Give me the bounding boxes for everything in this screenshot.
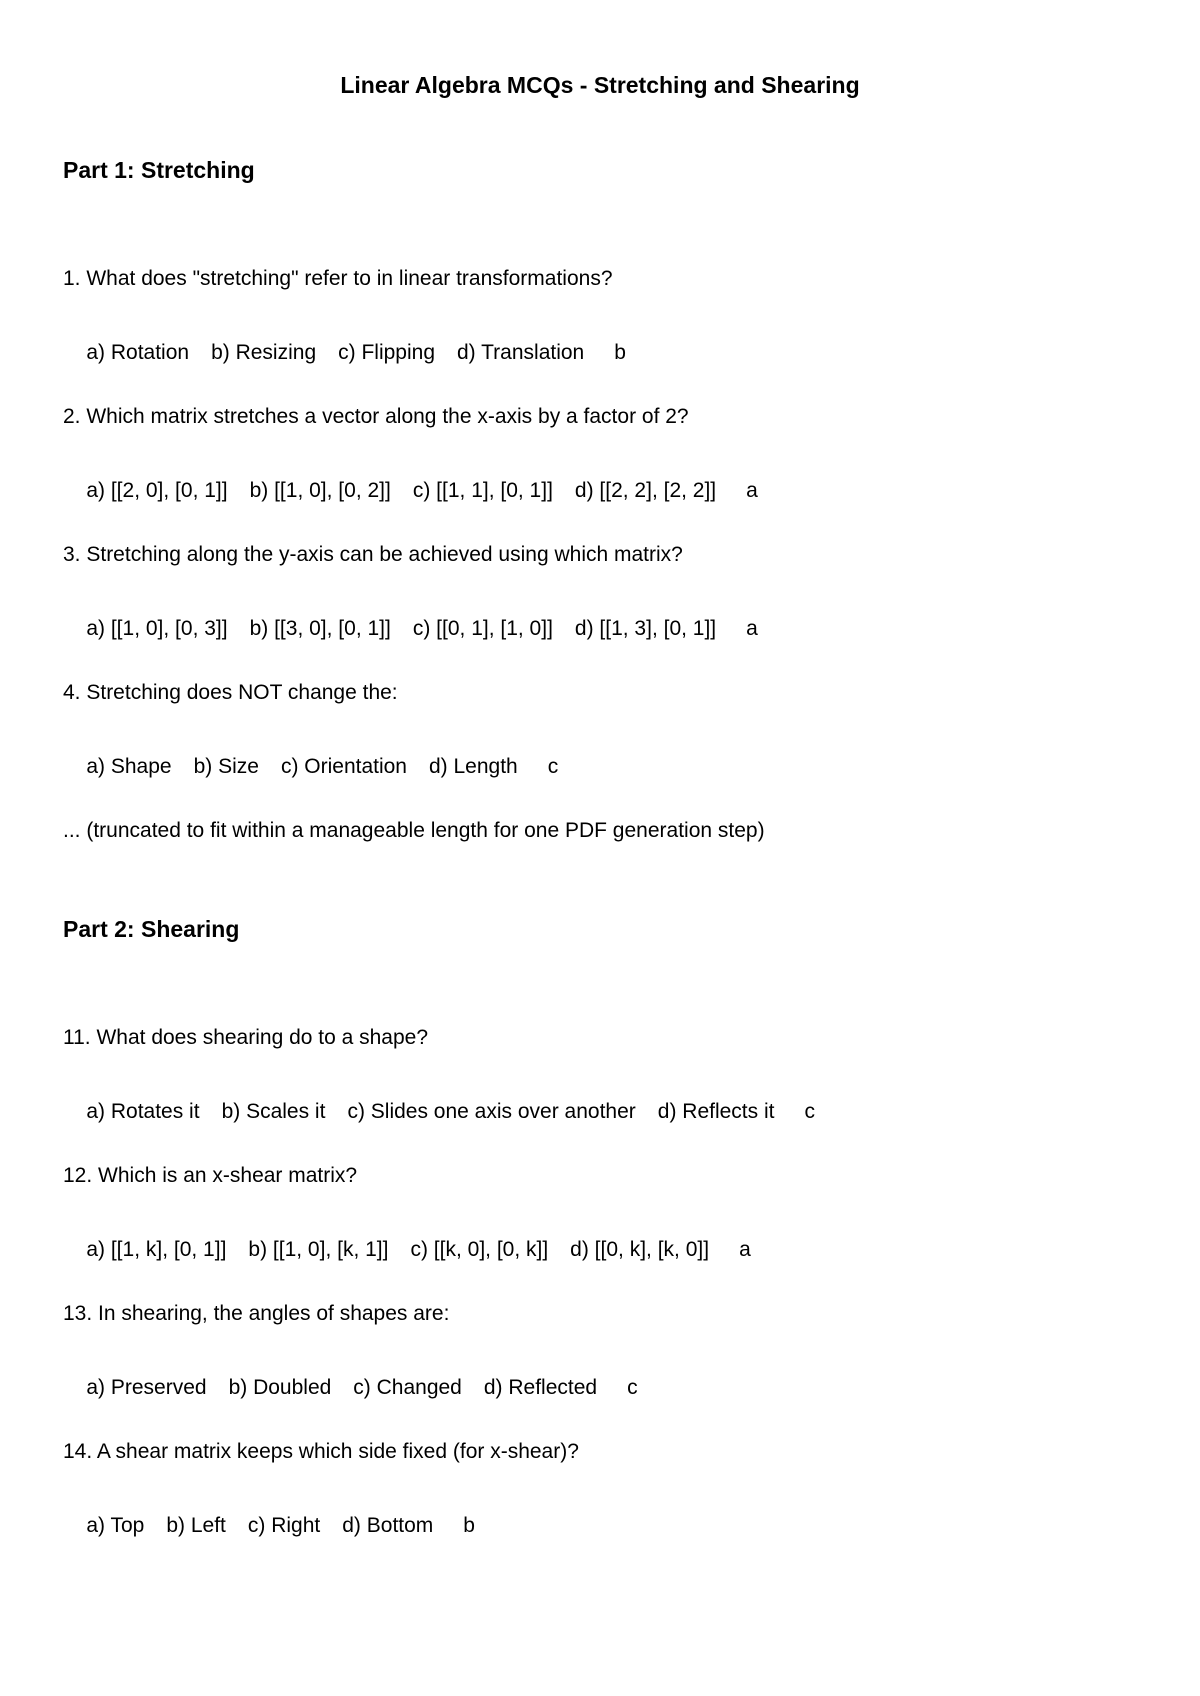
option-d: d) Bottom [342,1514,434,1537]
option-b: b) Scales it [221,1100,326,1123]
question-options [63,449,758,533]
answer-key: c [804,1100,815,1123]
option-b: b) [[3, 0], [0, 1]] [249,617,391,640]
option-b: b) Left [166,1514,226,1537]
answer-key: a [746,479,758,502]
option-d: d) [[1, 3], [0, 1]] [574,617,717,640]
answer-key: b [614,341,626,364]
option-b: b) Resizing [211,341,317,364]
option-b: b) Doubled [228,1376,332,1399]
option-c: c) Slides one axis over another [347,1100,636,1123]
option-c: c) [[0, 1], [1, 0]] [412,617,553,640]
question-options [63,311,626,395]
answer-key: c [547,755,559,778]
question-text: 4. Stretching does NOT change the: [63,681,398,704]
question-text: 12. Which is an x-shear matrix? [63,1164,358,1187]
question-options [63,1484,475,1568]
option-d: d) [[0, k], [k, 0]] [570,1238,710,1261]
truncation-note: ... (truncated to fit within a manageable length for one PDF generation step) [63,819,765,842]
answer-key: b [463,1514,475,1537]
option-a: a) [[2, 0], [0, 1]] [86,479,228,502]
option-c: c) [[k, 0], [0, k]] [410,1238,549,1261]
option-b: b) [[1, 0], [0, 2]] [249,479,391,502]
option-b: b) [[1, 0], [k, 1]] [248,1238,389,1261]
question-text: 13. In shearing, the angles of shapes are: [63,1302,450,1325]
option-c: c) [[1, 1], [0, 1]] [412,479,553,502]
question-options [63,1346,638,1430]
question-options [63,587,758,671]
question-options [63,725,558,809]
option-a: a) Top [86,1514,145,1537]
option-a: a) [[1, k], [0, 1]] [86,1238,227,1261]
option-d: d) Translation [457,341,585,364]
option-a: a) [[1, 0], [0, 3]] [86,617,228,640]
option-c: c) Changed [353,1376,462,1399]
question-text: 14. A shear matrix keeps which side fixed (for x-shear)? [63,1440,579,1463]
option-a: a) Preserved [86,1376,207,1399]
option-a: a) Rotation [86,341,190,364]
option-d: d) Reflected [483,1376,598,1399]
option-d: d) [[2, 2], [2, 2]] [574,479,717,502]
answer-key: a [739,1238,751,1261]
page-title: Linear Algebra MCQs - Stretching and Shearing [340,72,860,98]
question-text: 2. Which matrix stretches a vector along the x-axis by a factor of 2? [63,405,689,428]
answer-key: a [746,617,758,640]
option-c: c) Right [247,1514,321,1537]
question-text: 1. What does "stretching" refer to in linear transformations? [63,267,613,290]
option-d: d) Reflects it [657,1100,775,1123]
option-a: a) Rotates it [86,1100,200,1123]
question-options [63,1208,751,1292]
option-c: c) Orientation [280,755,407,778]
section-heading-shearing: Part 2: Shearing [63,916,240,942]
option-c: c) Flipping [338,341,435,364]
answer-key: c [627,1376,638,1399]
question-text: 11. What does shearing do to a shape? [63,1026,429,1049]
option-a: a) Shape [86,755,172,778]
option-d: d) Length [429,755,518,778]
question-options [63,1070,815,1154]
question-text: 3. Stretching along the y-axis can be achieved using which matrix? [63,543,683,566]
section-heading-stretching: Part 1: Stretching [63,157,255,183]
option-b: b) Size [193,755,259,778]
